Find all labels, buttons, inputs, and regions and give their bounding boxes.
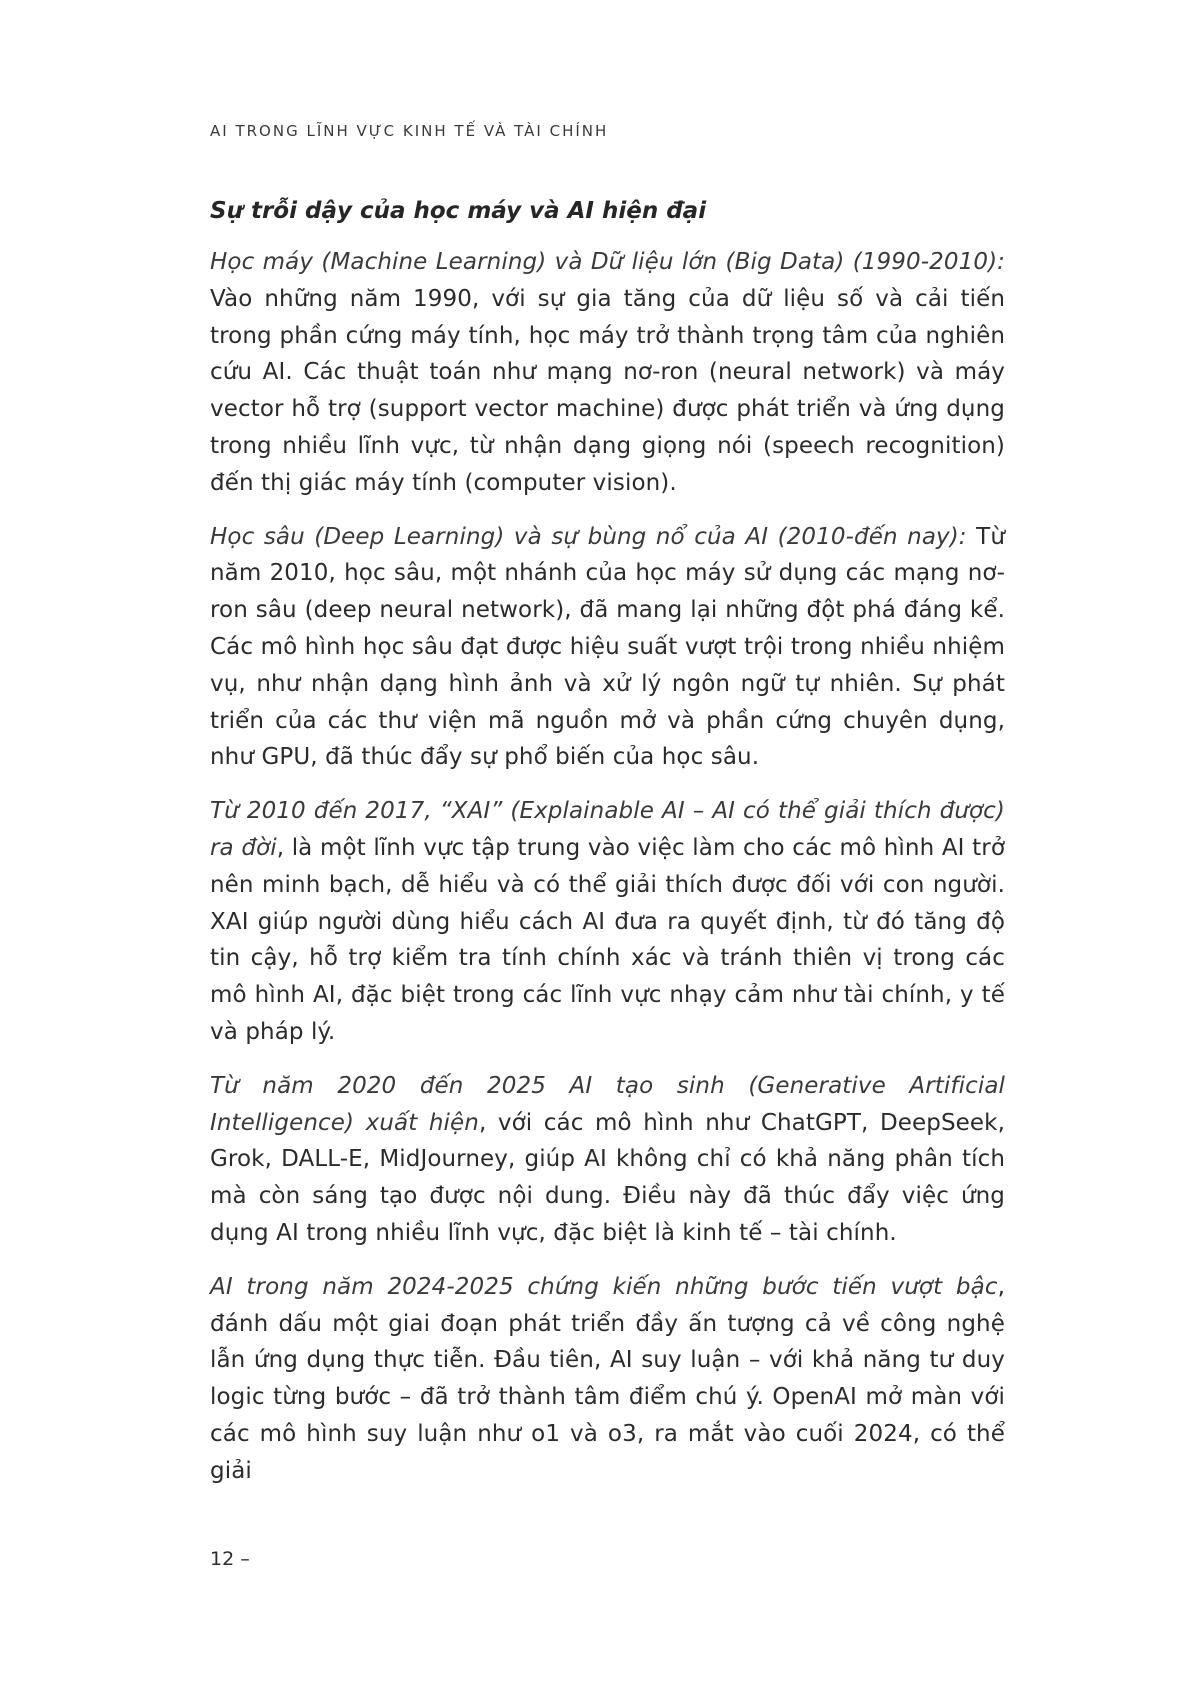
paragraph-lead: Từ năm 2020 đến 2025 AI tạo sinh (Generative Artificial Intelligence) xuất hiện <box>210 1072 1005 1136</box>
page-body <box>210 194 1005 1507</box>
paragraph-body: , là một lĩnh vực tập trung vào việc làm cho các mô hình AI trở nên minh bạch, dễ hiểu và có thể giải thích được đối với con người. XAI giúp người dùng hiểu cách AI đưa ra quyết định, từ đó tăng độ tin cậy, hỗ trợ kiểm tra tính chính xác và tránh thiên vị trong các mô hình AI, đặc biệt trong các lĩnh vực nhạy cảm như tài chính, y tế và pháp lý. <box>210 834 1005 1045</box>
paragraph-ai-2024-2025 <box>210 1269 1005 1490</box>
paragraph-deep-learning <box>210 519 1005 777</box>
paragraph-body: , đánh dấu một giai đoạn phát triển đầy ấn tượng cả về công nghệ lẫn ứng dụng thực tiễn. Đầu tiên, AI suy luận – với khả năng tư duy logic từng bước – đã trở thành tâm điểm chú ý. OpenAI mở màn với các mô hình suy luận như o1 và o3, ra mắt vào cuối 2024, có thể giải <box>210 1273 1005 1484</box>
section-title: Sự trỗi dậy của học máy và AI hiện đại <box>210 198 707 224</box>
paragraph-machine-learning <box>210 244 1005 502</box>
paragraph-lead: Học sâu (Deep Learning) và sự bùng nổ của AI (2010-đến nay): <box>210 523 967 550</box>
running-header: AI TRONG LĨNH VỰC KINH TẾ VÀ TÀI CHÍNH <box>210 122 609 140</box>
paragraph-body: Từ năm 2010, học sâu, một nhánh của học máy sử dụng các mạng nơ-ron sâu (deep neural network), đã mang lại những đột phá đáng kể. Các mô hình học sâu đạt được hiệu suất vượt trội trong nhiều nhiệm vụ, như nhận dạng hình ảnh và xử lý ngôn ngữ tự nhiên. Sự phát triển của các thư viện mã nguồn mở và phần cứng chuyên dụng, như GPU, đã thúc đẩy sự phổ biến của học sâu. <box>210 523 1005 771</box>
paragraph-body: , với các mô hình như ChatGPT, DeepSeek, Grok, DALL-E, MidJourney, giúp AI không chỉ có khả năng phân tích mà còn sáng tạo được nội dung. Điều này đã thúc đẩy việc ứng dụng AI trong nhiều lĩnh vực, đặc biệt là kinh tế – tài chính. <box>210 1109 1005 1246</box>
paragraph-xai <box>210 793 1005 1051</box>
paragraph-lead: Học máy (Machine Learning) và Dữ liệu lớn (Big Data) (1990-2010): <box>210 249 1005 275</box>
page-number: 12 – <box>210 1548 250 1570</box>
paragraph-lead: AI trong năm 2024-2025 chứng kiến những bước tiến vượt bậc <box>210 1273 998 1300</box>
paragraph-lead: Từ 2010 đến 2017, “XAI” (Explainable AI – AI có thể giải thích được) ra đời <box>210 798 1005 861</box>
paragraph-body: Vào những năm 1990, với sự gia tăng của dữ liệu số và cải tiến trong phần cứng máy tính, học máy trở thành trọng tâm của nghiên cứu AI. Các thuật toán như mạng nơ-ron (neural network) và máy vector hỗ trợ (support vector machine) được phát triển và ứng dụng trong nhiều lĩnh vực, từ nhận dạng giọng nói (speech recognition) đến thị giác máy tính (computer vision). <box>210 285 1005 496</box>
paragraph-generative-ai <box>210 1068 1005 1252</box>
